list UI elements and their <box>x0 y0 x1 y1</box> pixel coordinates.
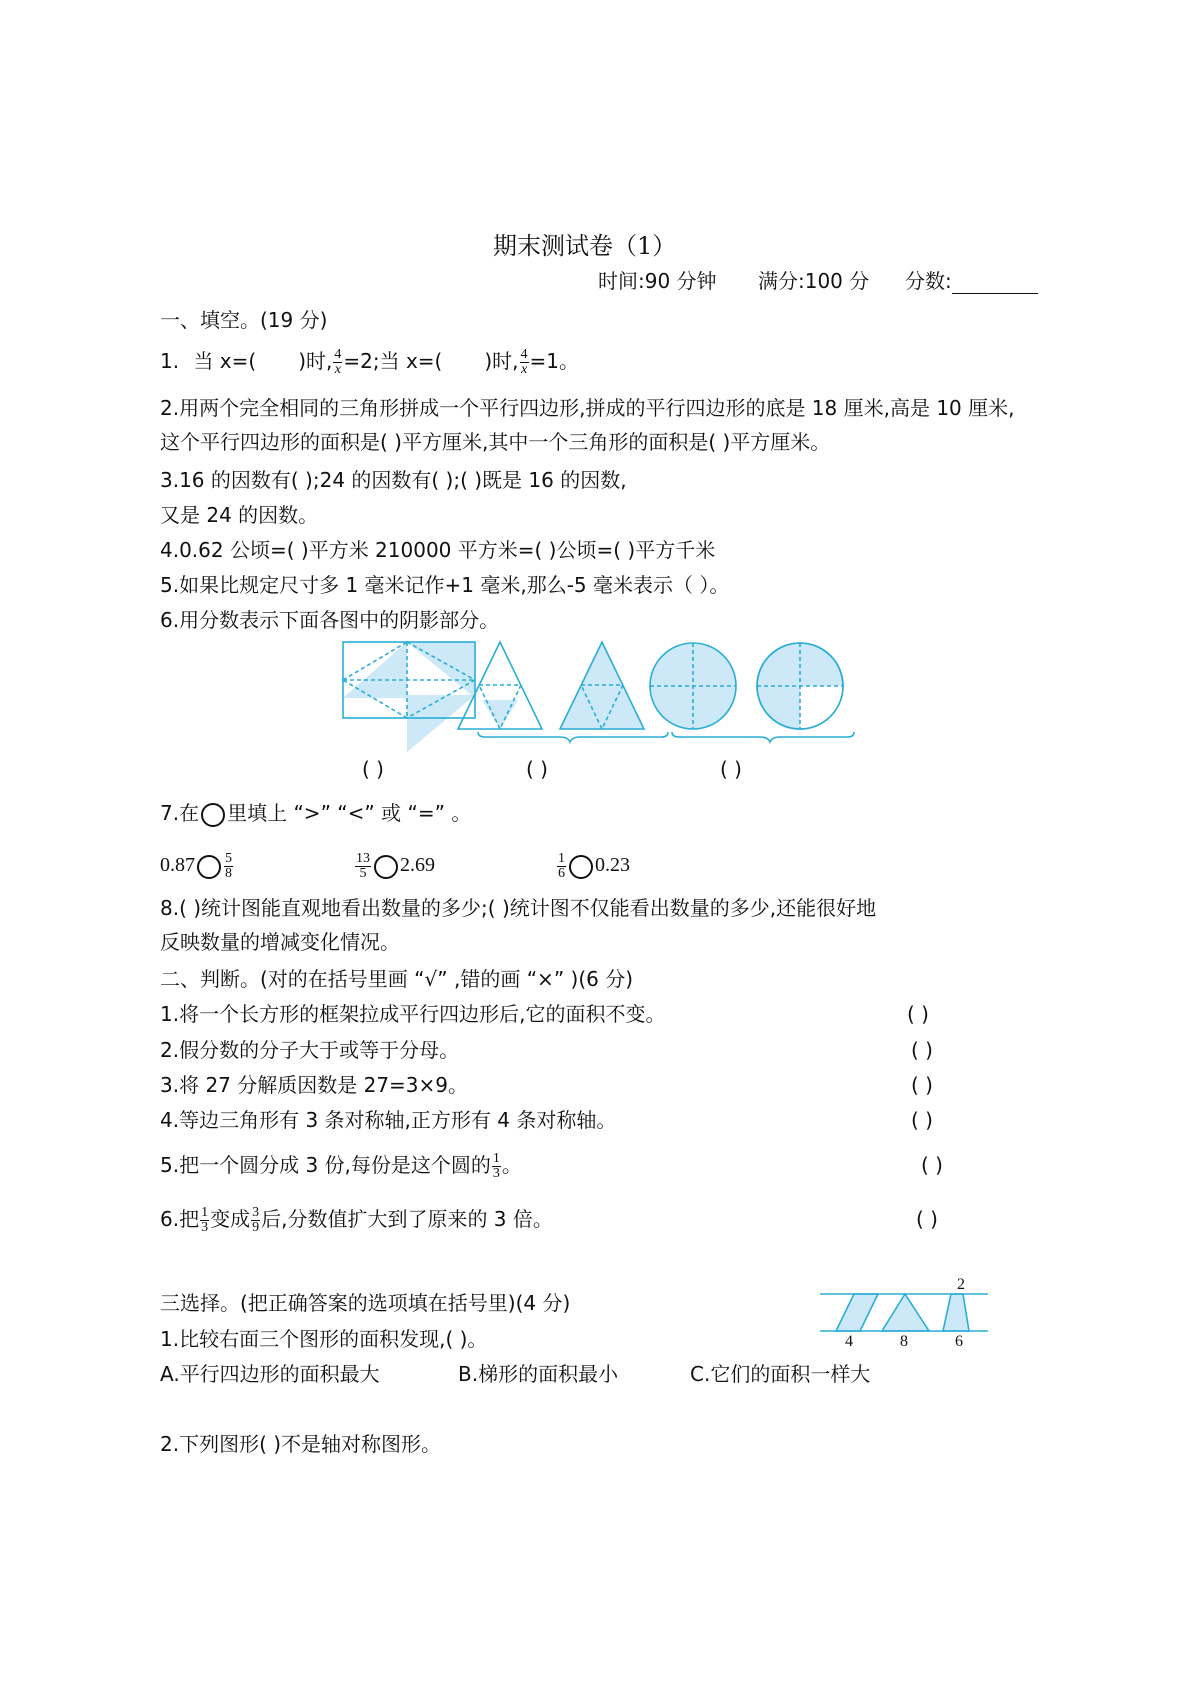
compare-item-2: $\frac{13}{5}$ 2.69 <box>356 851 435 881</box>
judge-item-1: 1.将一个长方形的框架拉成平行四边形后,它的面积不变。 <box>160 1002 666 1026</box>
answer-blank-figure-3[interactable]: ( ) <box>720 757 742 781</box>
section-3-heading: 三选择。(把正确答案的选项填在括号里)(4 分) <box>160 1291 571 1315</box>
compare-circle[interactable] <box>569 855 593 879</box>
shaded-figures <box>340 640 870 750</box>
compare-item-1: 0.87 $\frac{5}{8}$ <box>160 851 232 881</box>
question-1-8-line1: 8.( )统计图能直观地看出数量的多少;( )统计图不仅能看出数量的多少,还能很好地 <box>160 896 877 920</box>
judge-blank-5[interactable]: ( ) <box>921 1153 943 1177</box>
circle-icon <box>201 803 225 827</box>
question-1-1: 1. 当 x=( )时, $\frac{4}{x}$ =2;当 x=( )时, $\frac{4}{x}$ =1。 <box>160 347 580 377</box>
question-1-2-line1: 2.用两个完全相同的三角形拼成一个平行四边形,拼成的平行四边形的底是 18 厘米,高是 10 厘米, <box>160 396 1015 420</box>
compare-item-3: $\frac{1}{6}$ 0.23 <box>558 851 630 881</box>
question-1-5: 5.如果比规定尺寸多 1 毫米记作+1 毫米,那么-5 毫米表示（ ）。 <box>160 573 730 597</box>
judge-blank-1[interactable]: ( ) <box>907 1002 929 1026</box>
question-1-4: 4.0.62 公顷=( )平方米 210000 平方米=( )公顷=( )平方千米 <box>160 538 716 562</box>
score-blank[interactable] <box>952 273 1038 294</box>
choice-question-1: 1.比较右面三个图形的面积发现,( )。 <box>160 1327 488 1351</box>
compare-circle[interactable] <box>374 855 398 879</box>
judge-item-6: 6.把 $\frac{1}{3}$ 变成 $\frac{3}{9}$ 后,分数值扩大到了原来的 3 倍。 <box>160 1205 553 1235</box>
judge-blank-4[interactable]: ( ) <box>911 1108 933 1132</box>
choice-option-a[interactable]: A.平行四边形的面积最大 <box>160 1362 380 1386</box>
choice-question-2: 2.下列图形( )不是轴对称图形。 <box>160 1432 442 1456</box>
question-1-7: 7.在 里填上 “>” “<” 或 “=” 。 <box>160 801 472 825</box>
figure-label-top: 2 <box>957 1276 965 1293</box>
score-label: 分数: <box>905 269 952 293</box>
figure-label-base-2: 8 <box>900 1333 908 1350</box>
rectangle-rhombus-figure <box>343 642 475 752</box>
judge-item-3: 3.将 27 分解质因数是 27=3×9。 <box>160 1073 469 1097</box>
circle-figure-1 <box>650 643 736 729</box>
figure-label-base-3: 6 <box>955 1333 963 1350</box>
judge-item-5: 5.把一个圆分成 3 份,每份是这个圆的 $\frac{1}{3}$ 。 <box>160 1151 522 1181</box>
triangle-figure-2 <box>560 642 644 729</box>
fraction: $\frac{4}{x}$ <box>334 347 342 377</box>
question-1-3-line1: 3.16 的因数有( );24 的因数有( );( )既是 16 的因数, <box>160 468 627 492</box>
question-1-3-line2: 又是 24 的因数。 <box>160 503 319 527</box>
judge-blank-2[interactable]: ( ) <box>911 1038 933 1062</box>
question-1-8-line2: 反映数量的增减变化情况。 <box>160 930 400 954</box>
answer-blank-figure-1[interactable]: ( ) <box>362 757 384 781</box>
score-field[interactable] <box>905 268 1038 294</box>
page-title: 期末测试卷（1） <box>493 232 677 260</box>
section-2-heading: 二、判断。(对的在括号里画 “√” ,错的画 “×” )(6 分) <box>160 967 634 991</box>
time-label: 时间:90 分钟 <box>598 269 717 293</box>
full-score-label: 满分:100 分 <box>758 269 870 293</box>
answer-blank-figure-2[interactable]: ( ) <box>526 757 548 781</box>
judge-blank-6[interactable]: ( ) <box>916 1207 938 1231</box>
choice-option-c[interactable]: C.它们的面积一样大 <box>690 1362 871 1386</box>
judge-blank-3[interactable]: ( ) <box>911 1073 933 1097</box>
compare-circle[interactable] <box>197 855 221 879</box>
question-1-6: 6.用分数表示下面各图中的阴影部分。 <box>160 608 500 632</box>
circle-figure-2 <box>757 643 843 729</box>
judge-item-2: 2.假分数的分子大于或等于分母。 <box>160 1038 460 1062</box>
figure-label-base-1: 4 <box>845 1333 853 1350</box>
section-1-heading: 一、填空。(19 分) <box>160 308 328 332</box>
brace-icon <box>478 732 854 742</box>
fraction: $\frac{4}{x}$ <box>520 347 528 377</box>
question-1-2-line2: 这个平行四边形的面积是( )平方厘米,其中一个三角形的面积是( )平方厘米。 <box>160 430 831 454</box>
judge-item-4: 4.等边三角形有 3 条对称轴,正方形有 4 条对称轴。 <box>160 1108 617 1132</box>
choice-option-b[interactable]: B.梯形的面积最小 <box>458 1362 619 1386</box>
